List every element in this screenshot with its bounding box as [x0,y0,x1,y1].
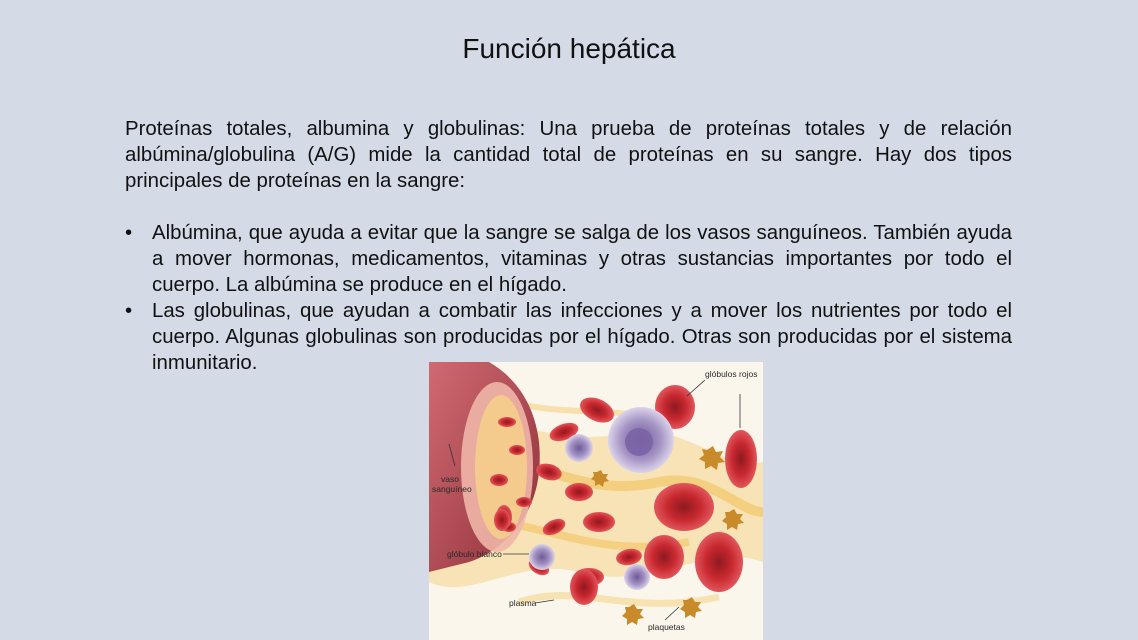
intro-paragraph: Proteínas totales, albumina y globulinas: Una prueba de proteínas totales y de relación albúmina/globulina (A/G) mide la cantidad total de proteínas en su sangre. Hay dos tipos principales de proteínas en la sangre: [125,118,1012,192]
blood-illustration-svg [429,362,763,640]
bullet-marker: • [125,300,133,322]
label-vessel-line1: vaso [441,474,459,484]
label-platelets: plaquetas [648,622,685,632]
label-vessel-line2: sanguíneo [432,484,472,494]
bullet-item-albumina [125,220,1012,298]
label-plasma: plasma [509,598,537,608]
label-white-cell: glóbulo blanco [447,549,502,559]
red-cell-large [695,532,743,592]
red-cell-large [725,430,757,488]
blood-components-illustration [429,362,763,640]
bullet-marker: • [125,222,133,244]
slide-title: Función hepática [462,33,676,64]
red-cell-large [644,535,684,579]
slide-body [125,116,1012,376]
red-cell-large [654,483,714,531]
bullet-text: Las globulinas, que ayudan a combatir las infecciones y a mover los nutrientes por todo el cuerpo. Algunas globulinas son producidas por el hígado. Otras son producidas por el sistema inmunitario. [152,300,1012,374]
bullet-list [125,220,1012,376]
bullet-text: Albúmina, que ayuda a evitar que la sangre se salga de los vasos sanguíneos. También ayuda a mover hormonas, medicamentos, vitaminas y otras sustancias importantes por todo el cuerpo. La albúmina se produce en el hígado. [152,222,1012,296]
label-red-cells: glóbulos rojos [705,369,758,379]
white-cell [529,544,555,570]
